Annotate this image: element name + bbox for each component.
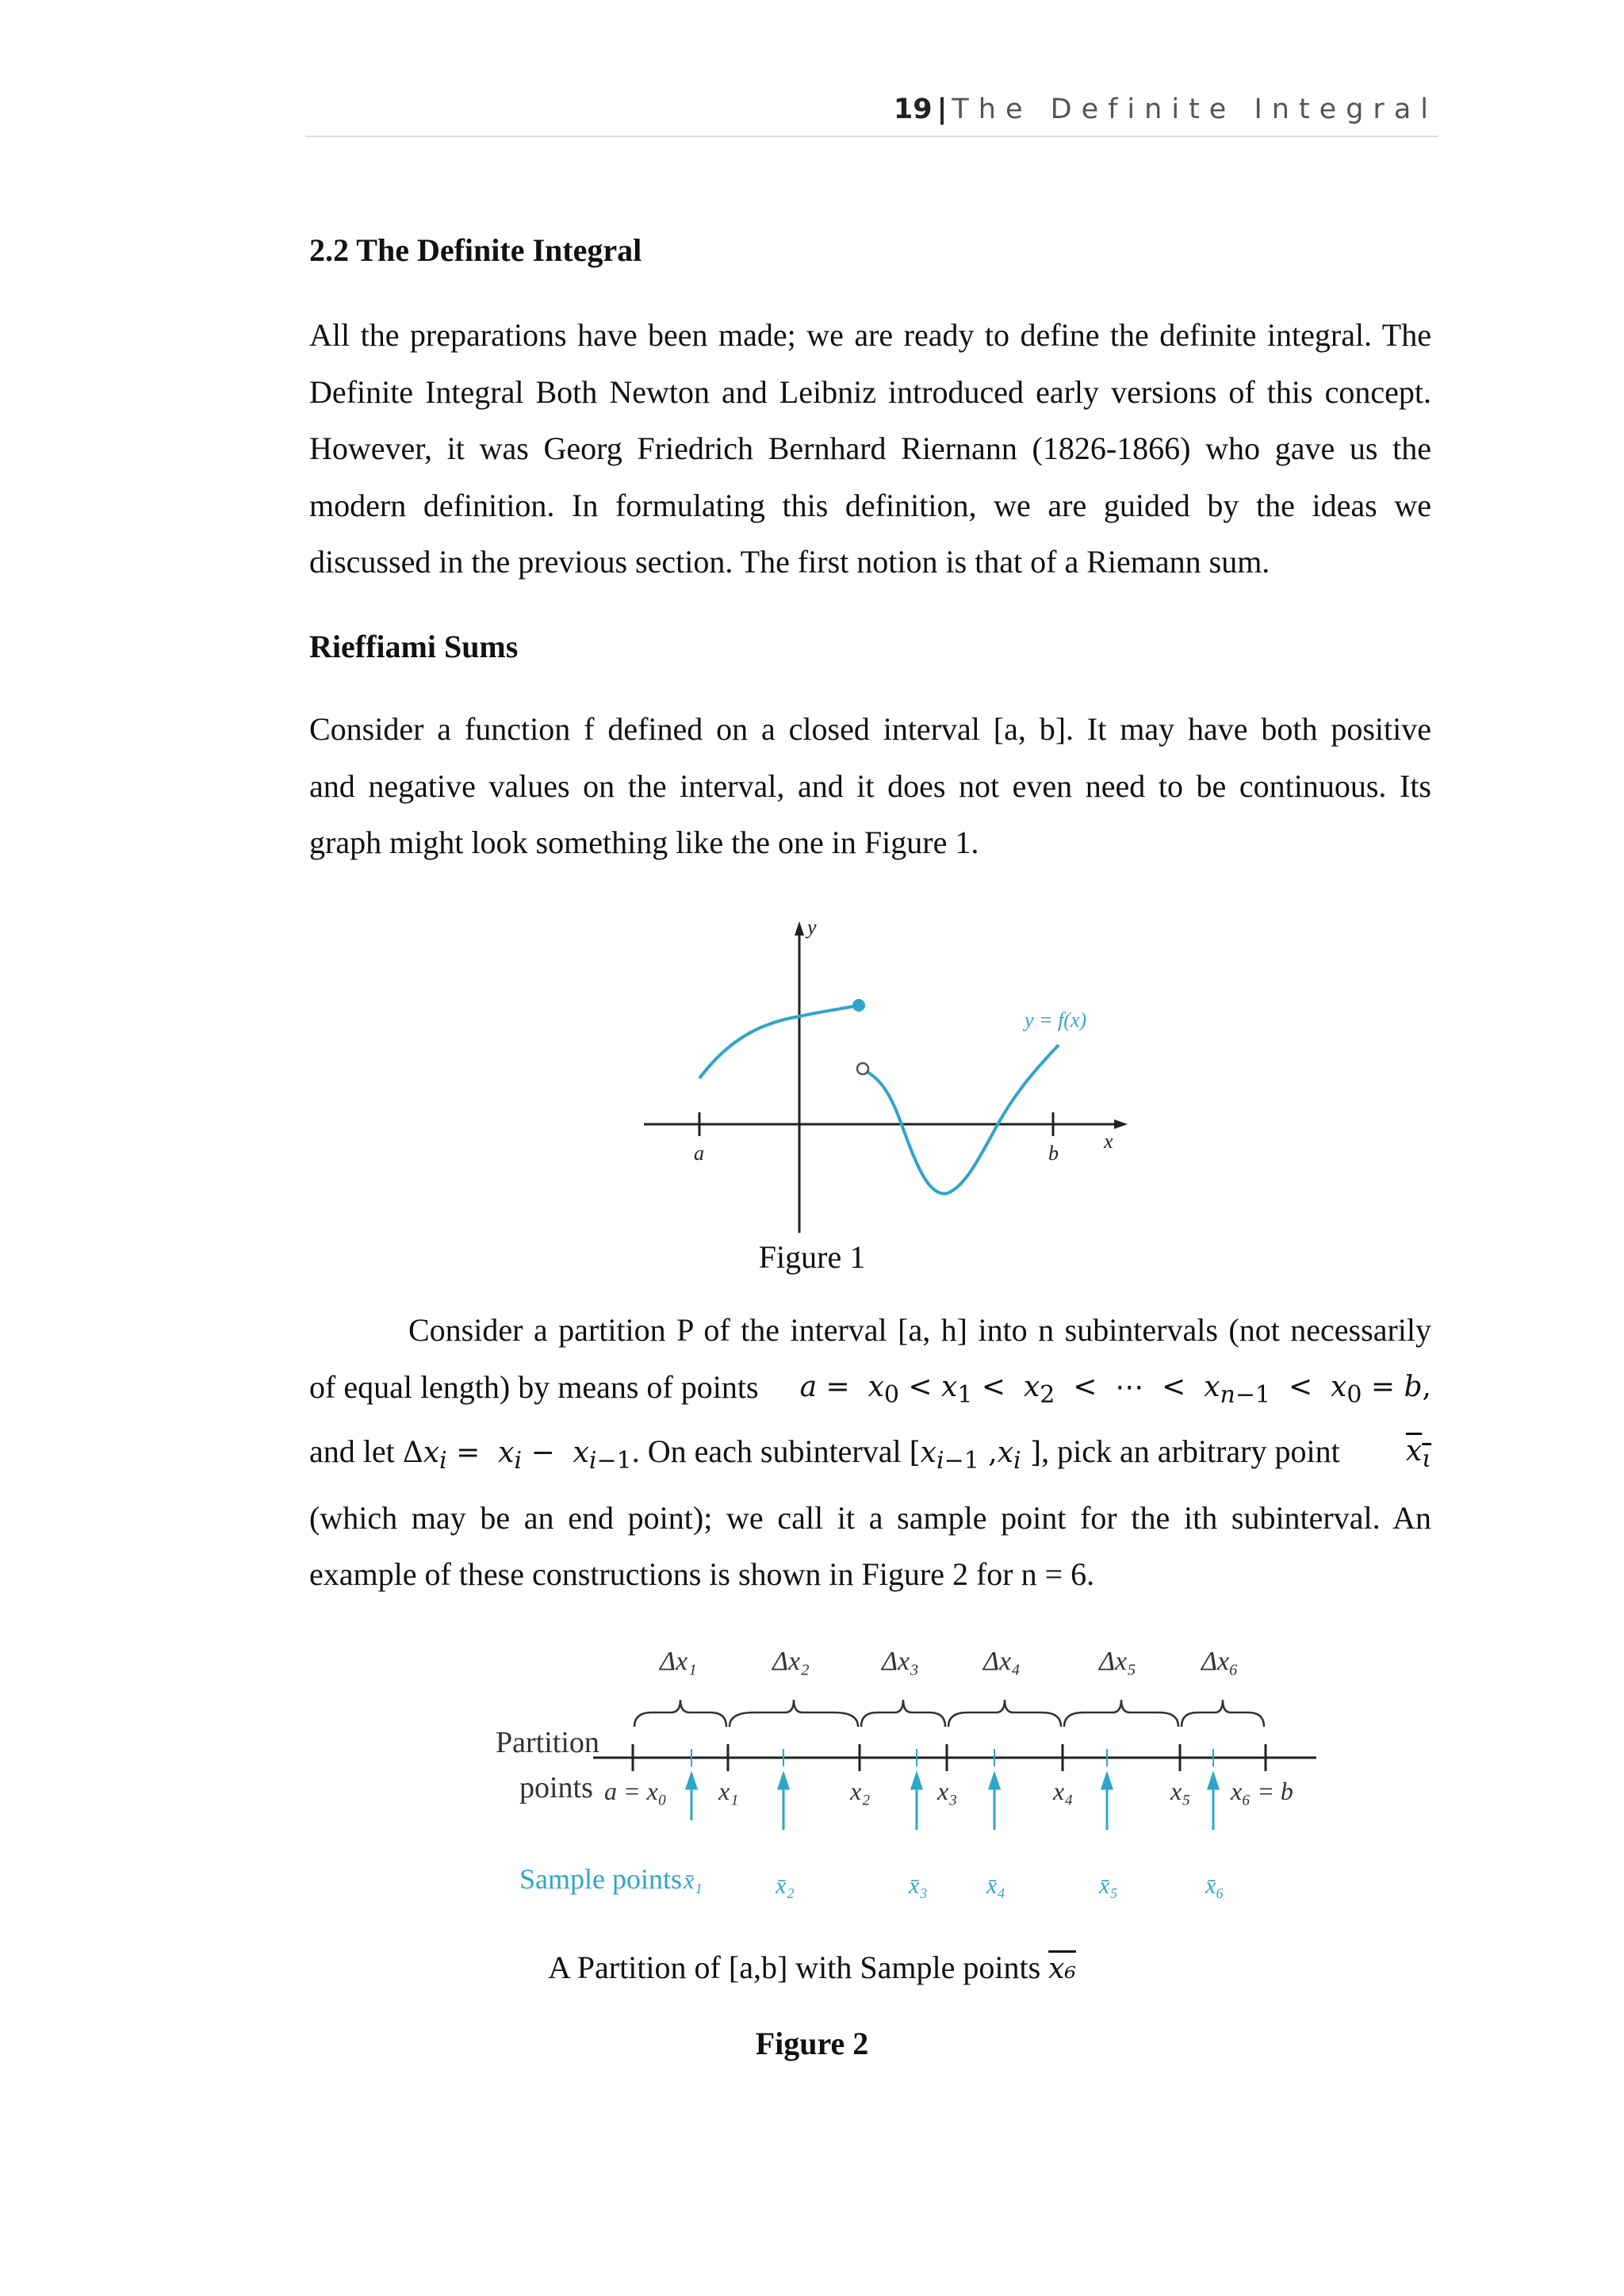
running-header	[305, 94, 1438, 125]
partition-label-x5: x₅	[1170, 1777, 1191, 1805]
partition-label-x0: a = x₀	[604, 1777, 667, 1805]
x-axis-label: x	[1104, 1130, 1113, 1153]
y-axis-arrow	[795, 921, 804, 936]
paragraph-line: and negative values on the interval, and it does not even need to be continuous. Its	[309, 767, 1431, 804]
brace-6	[1182, 1700, 1264, 1727]
section-title: 2.2 The Definite Integral	[309, 232, 642, 268]
sample-arrowhead-6	[1208, 1774, 1218, 1789]
sample-arrowhead-5	[1102, 1774, 1112, 1789]
partition-label-x2: x₂	[850, 1777, 871, 1805]
label-sample-points: Sample points	[519, 1863, 682, 1895]
open-endpoint	[857, 1063, 868, 1074]
paragraph-line: graph might look something like the one in Figure 1.	[309, 825, 979, 860]
header-separator: |	[936, 94, 948, 125]
partition-label-x4: x₄	[1053, 1777, 1074, 1805]
figure-2-label: Figure 2	[755, 2026, 869, 2061]
sample-label-5: x̄₅	[1099, 1873, 1118, 1899]
paragraph-line: Consider a partition P of the interval [a, h] into n subintervals (not necessarily	[408, 1312, 1431, 1348]
paragraph-line: discussed in the previous section. The first notion is that of a Riemann sum.	[309, 544, 1270, 580]
sample-arrowhead-4	[990, 1774, 999, 1789]
line-text: and let	[309, 1433, 395, 1470]
paragraph-line-with-math	[309, 1359, 1431, 1424]
line-text: of equal length) by means of points	[309, 1368, 759, 1405]
running-title: The Definite Integral	[952, 94, 1438, 125]
brace-4	[948, 1700, 1061, 1727]
delta-label-2: Δx₂	[772, 1647, 810, 1676]
sample-label-2: x̄₂	[776, 1873, 795, 1899]
sample-label-4: x̄₄	[986, 1873, 1005, 1899]
paragraph-line: example of these constructions is shown in Figure 2 for n = 6.	[309, 1556, 1095, 1593]
x-axis-arrow	[1114, 1119, 1128, 1129]
subsection-title: Rieffiami Sums	[309, 629, 519, 664]
page-number: 19	[893, 94, 933, 125]
header-rule	[305, 136, 1438, 137]
tick-label-a: a	[694, 1142, 704, 1165]
partition-paragraph	[309, 1302, 1431, 1603]
brace-3	[861, 1700, 945, 1727]
delta-label-5: Δx₅	[1099, 1647, 1136, 1676]
curve-label: y = f(x)	[1025, 1008, 1087, 1031]
figure-2-caption	[0, 1949, 1624, 1986]
caption-symbol: x₆	[1048, 1953, 1076, 1985]
paragraph-line: Consider a function f defined on a closed interval [a, b]. It may have both positive	[309, 711, 1431, 747]
delta-label-3: Δx₃	[882, 1647, 919, 1676]
sample-label-3: x̄₃	[909, 1873, 928, 1899]
label-partition: Partition	[496, 1726, 599, 1759]
partition-inequality: $a = x_0 < x_1 < x_2$ < ⋯ < $x_{n-1} < x_0 = b$,	[799, 1370, 1431, 1409]
paragraph-line-with-math	[309, 1423, 1431, 1490]
figure-1-caption: Figure 1	[758, 1239, 866, 1275]
delta-label-4: Δx₄	[983, 1647, 1021, 1676]
sample-arrowhead-3	[912, 1774, 921, 1789]
label-points: points	[519, 1771, 593, 1804]
delta-label-1: Δx₁	[660, 1647, 697, 1676]
sample-label-6: x̄₆	[1205, 1873, 1224, 1899]
line-text: . On each subinterval	[631, 1433, 902, 1470]
partition-label-x1: x₁	[718, 1777, 739, 1805]
sample-arrowhead-2	[779, 1774, 788, 1789]
paragraph-line: modern definition. In formulating this definition, we are guided by the ideas we	[309, 487, 1431, 523]
sample-arrowhead-1	[687, 1774, 696, 1789]
delta-definition: $\Delta x_i = x_i - x_{i-1}$	[402, 1437, 632, 1475]
figure-1-graph	[634, 912, 1142, 1245]
sample-point-symbol: $x_\iota$	[1405, 1435, 1431, 1474]
brace-1	[634, 1700, 726, 1727]
partition-label-x3: x₃	[937, 1777, 958, 1805]
curve-left-piece	[699, 1005, 859, 1078]
subinterval-notation: [$x_{i-1}$ $,x_i$ ]	[909, 1437, 1042, 1475]
closed-endpoint	[852, 999, 865, 1012]
partition-label-x6: x₆ = b	[1231, 1777, 1293, 1805]
caption-text: A Partition of [a,b] with Sample points	[548, 1950, 1041, 1985]
paragraph-line: Definite Integral Both Newton and Leibniz introduced early versions of this concept.	[309, 373, 1431, 410]
riemann-paragraph	[309, 701, 1431, 871]
paragraph-line: (which may be an end point); we call it a sample point for the ith subinterval. An	[309, 1499, 1431, 1536]
brace-2	[730, 1700, 858, 1727]
y-axis-label: y	[807, 916, 817, 939]
intro-paragraph	[309, 307, 1431, 591]
sample-label-1: x̄₁	[684, 1868, 703, 1894]
curve-right-piece	[864, 1045, 1059, 1194]
tick-label-b: b	[1048, 1142, 1059, 1165]
paragraph-line: All the preparations have been made; we are ready to define the definite integral. The	[309, 317, 1431, 353]
paragraph-line: However, it was Georg Friedrich Bernhard Riernann (1826-1866) who gave us the	[309, 430, 1431, 466]
brace-5	[1064, 1700, 1178, 1727]
delta-label-6: Δx₆	[1201, 1647, 1239, 1676]
line-text: , pick an arbitrary point	[1041, 1433, 1340, 1470]
figure-2-partition	[476, 1633, 1332, 1919]
